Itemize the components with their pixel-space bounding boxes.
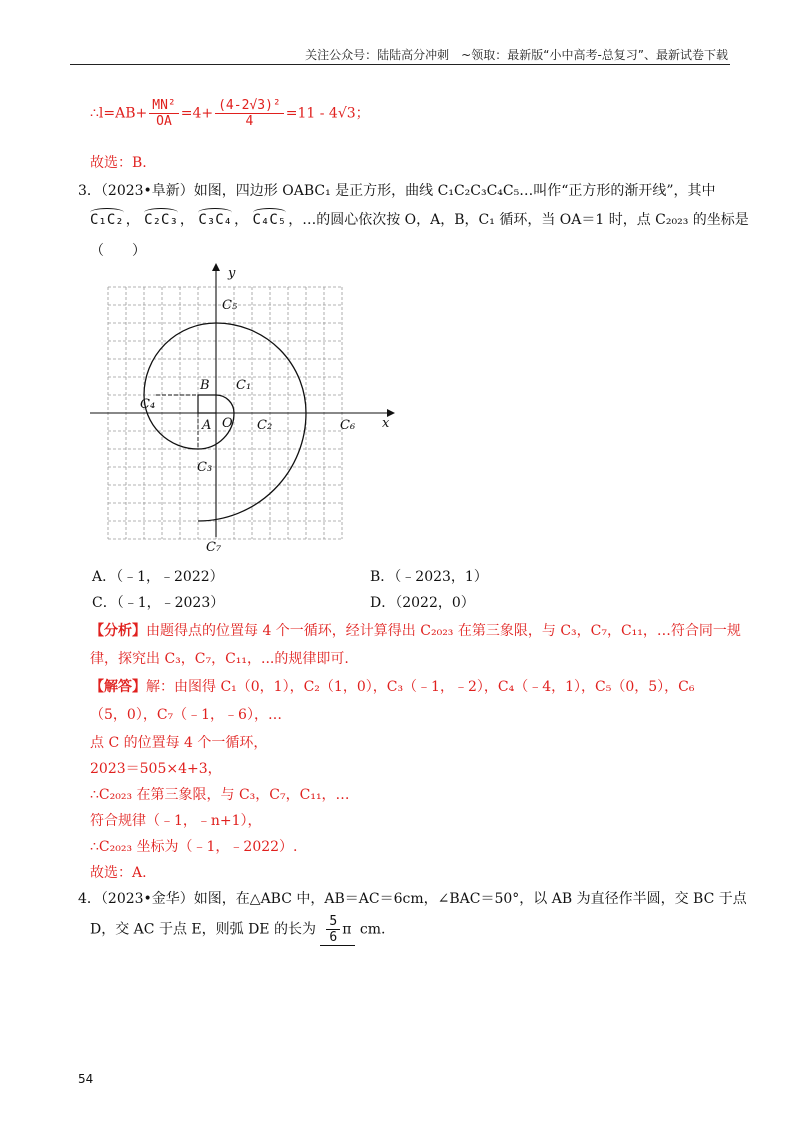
y-axis-arrow xyxy=(212,263,220,271)
fraction-2: $\frac{\text{(4-2√3)²}}{4}$ xyxy=(215,98,284,129)
arc-label-3: C₃C₄ xyxy=(198,208,232,228)
formula-lhs: ∴l=AB+ xyxy=(90,105,148,122)
label-c7: C₇ xyxy=(206,540,222,555)
arc-label-1: C₁C₂ xyxy=(90,208,124,228)
option-b: B．（﹣2023，1） xyxy=(370,569,488,585)
q4-line2: D，交 AC 于点 E，则弧 DE 的长为 $\frac{5}{6}$ π cm. xyxy=(90,914,386,945)
prev-formula xyxy=(90,98,370,129)
solution-line4: 2023＝505×4+3， xyxy=(90,761,222,777)
x-label: x xyxy=(382,416,390,431)
q3-answer-bracket: （ ） xyxy=(90,243,146,259)
involute-figure xyxy=(90,255,410,565)
solution-line3: 点 C 的位置每 4 个一循环， xyxy=(90,735,268,751)
header-divider xyxy=(70,64,730,65)
formula-result: =11 - 4√3； xyxy=(285,105,370,122)
solution-tag: 【解答】 xyxy=(90,679,146,695)
y-label: y xyxy=(228,266,236,281)
label-b: B xyxy=(200,378,210,393)
square-oabc1 xyxy=(198,395,216,413)
q4-answer-blank xyxy=(320,914,355,946)
q3-number: 3． xyxy=(78,183,101,199)
label-c1: C₁ xyxy=(236,378,252,393)
solution-line5: ∴C₂₀₂₃ 在第三象限，与 C₃，C₇，C₁₁，… xyxy=(90,787,350,803)
label-c2: C₂ xyxy=(257,418,273,433)
formula-mid: =4+ xyxy=(180,105,214,122)
option-d: D．（2022，0） xyxy=(370,595,475,611)
label-o: O xyxy=(222,416,233,431)
solution-line2: （5，0），C₇（﹣1，﹣6），… xyxy=(90,707,282,723)
label-a: A xyxy=(202,418,212,433)
analysis-line2: 律，探究出 C₃，C₇，C₁₁，...的规律即可. xyxy=(90,651,349,667)
option-a: A．（﹣1，﹣2022） xyxy=(92,569,224,585)
analysis-tag: 【分析】 xyxy=(90,623,146,639)
q3-line1: 3．（2023•阜新）如图，四边形 OABC₁ 是正方形，曲线 C₁C₂C₃C₄C₅…叫作“正方形的渐开线”，其中 xyxy=(78,183,716,199)
answer-pi: π xyxy=(342,921,352,938)
label-c3: C₃ xyxy=(197,460,213,475)
q3-line2: C₁C₂ ， C₂C₃ ， C₃C₄ ， C₄C₅ ，…的圆心依次按 O，A，B，C₁ 循环，当 OA＝1 时，点 C₂₀₂₃ 的坐标是 xyxy=(90,208,749,229)
label-c5: C₅ xyxy=(222,298,238,313)
arc-label-2: C₂C₃ xyxy=(144,208,178,228)
fraction-1: $\frac{\text{MN²}}{OA}$ xyxy=(149,98,178,129)
label-c6: C₆ xyxy=(340,418,356,433)
q4-number: 4． xyxy=(78,891,101,907)
solution-line8: 故选：A. xyxy=(90,865,147,881)
page-number: 54 xyxy=(78,1072,94,1086)
prev-choice: 故选：B. xyxy=(90,155,147,171)
solution-line1: 【解答】解：由图得 C₁（0，1），C₂（1，0），C₃（﹣1，﹣2），C₄（﹣4，1），C₅（0，5），C₆ xyxy=(90,679,695,695)
solution-line6: 符合规律（﹣1，﹣n+1）， xyxy=(90,813,262,829)
q4-line1: 4．（2023•金华）如图，在△ABC 中，AB＝AC＝6cm，∠BAC＝50°，以 AB 为直径作半圆，交 BC 于点 xyxy=(78,891,747,907)
label-c4: C₄ xyxy=(140,397,156,412)
page-header: 关注公众号：陆陆高分冲刺 ~领取：最新版“小中高考-总复习”、最新试卷下载 xyxy=(305,48,728,62)
option-c: C．（﹣1，﹣2023） xyxy=(92,595,225,611)
answer-fraction: $\frac{5}{6}$ xyxy=(326,914,340,945)
solution-line7: ∴C₂₀₂₃ 坐标为（﹣1，﹣2022）. xyxy=(90,839,298,855)
arc-label-4: C₄C₅ xyxy=(253,208,287,228)
analysis-line1: 【分析】由题得点的位置每 4 个一循环，经计算得出 C₂₀₂₃ 在第三象限，与 C₃，C₇，C₁₁，…符合同一规 xyxy=(90,623,741,639)
